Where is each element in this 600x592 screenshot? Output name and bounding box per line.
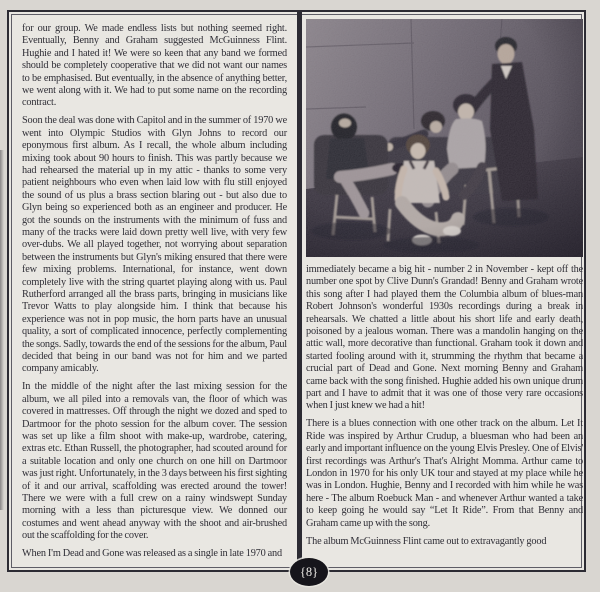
booklet-spread bbox=[7, 10, 586, 572]
paragraph: There is a blues connection with one other track on the album. Let It Ride was inspired by Arthur Crudup, a bluesman who had been an early and important influence on the young Elvis Presley. One of Elvis' first recordings was Arthur's That's Alright Momma. Arthur came to London in 1970 for his only UK tour and stayed at my place while he was in London. Hughie, Benny and I recorded with him while he was here - The album Roebuck Man - and whenever Arthur wanted a take to keep going he would say “Let It Ride”. From that Benny and Graham came up with the song. bbox=[306, 418, 583, 529]
photo-vignette bbox=[306, 19, 583, 257]
page-number: {8} bbox=[299, 564, 319, 579]
page-number-badge bbox=[290, 558, 328, 586]
scan-artifact-edge bbox=[0, 150, 4, 510]
paragraph: for our group. We made endless lists but nothing seemed right. Eventually, Benny and Graham suggested McGuinness Flint. Hughie and I hated it! We were so keen that any band we formed should be completely cooperative that we did not want our names to be emphasised. But eventually, in the absence of anything better, we went along with it. We had to put some name on the recording contract. bbox=[22, 23, 287, 109]
left-page-column bbox=[22, 23, 287, 566]
paragraph: immediately became a big hit - number 2 in November - kept off the number one spot by Clive Dunn's Grandad! Benny and Graham wrote this song after I had played them the Columbia album of blues-man Robert Johnson's wonderful 1930s recordings during a break in rehearsals. We chatted a little about his short life and early death, poisoned by a jealous woman. There was a mandolin hanging on the attic wall, more decorative than functional. Graham took it down and started fooling around with it, strumming the rhythm that became a crucial part of Dead and Gone. Next morning Benny and Graham came back with the song finished. Hughie added his own unique drum part and I have to admit that it was one of those very rare occasions when I just knew we had a hit! bbox=[306, 264, 583, 412]
band-photo bbox=[306, 19, 583, 257]
page-gutter-divider bbox=[297, 10, 302, 572]
band-photo-illustration bbox=[306, 19, 583, 257]
paragraph: Soon the deal was done with Capitol and in the summer of 1970 we went into Olympic Studios with Glyn Johns to record our eponymous first album. As I recall, the whole album including mixing took about 90 hours to finish. This was partly because we had rehearsed the material up in my attic - thanks to some very patient neighbours who even when laid low with flu still enjoyed the sound of us plus a brass section blaring out - but also due to Glyn being so experienced both as an engineer and producer. He got the sounds on the instruments with the minimum of fuss and many of the tracks were laid down pretty well live, with very few over-dubs. We all played together, not worrying about separation between the instruments but Glyn's miking ensured that there were few mixing problems. International, for instance, went down completely live with the string quartet playing along with us. Paul Rutherford arranged all the brass parts, bringing in musicians like Trevor Watts to play alongside him. I think that because his experience was not in pop music, the horn parts have an unusual quality, a sort of complicated innocence, perfectly complementing the songs. Sadly, towards the end of the sessions for the album, Paul decided that being in our band was not for him and we parted company amicably. bbox=[22, 115, 287, 375]
paragraph: When I'm Dead and Gone was released as a single in late 1970 and bbox=[22, 548, 282, 560]
paragraph: The album McGuinness Flint came out to extravagantly good bbox=[306, 535, 547, 547]
right-page-column bbox=[306, 19, 583, 553]
paragraph: In the middle of the night after the last mixing session for the album, we all piled into a removals van, the floor of which was covered in mattresses. Off through the night we dozed and sped to Dartmoor for the photo session for the album cover. The session was set up like a film shoot with make-up, wardrobe, catering, extras etc. Ethan Russell, the photographer, had scouted around for a suitable location and only one church on one hill on Dartmoor was just right. Unfortunately, in the 3 days between his first sighting of it and our arrival, scaffolding was erected around the tower! There we were with a full crew on a rainy windswept Sunday morning with a less than picturesque view. We donned our costumes and went ahead anyway with the shoot and air-brushed out the scaffolding for the cover. bbox=[22, 381, 287, 542]
